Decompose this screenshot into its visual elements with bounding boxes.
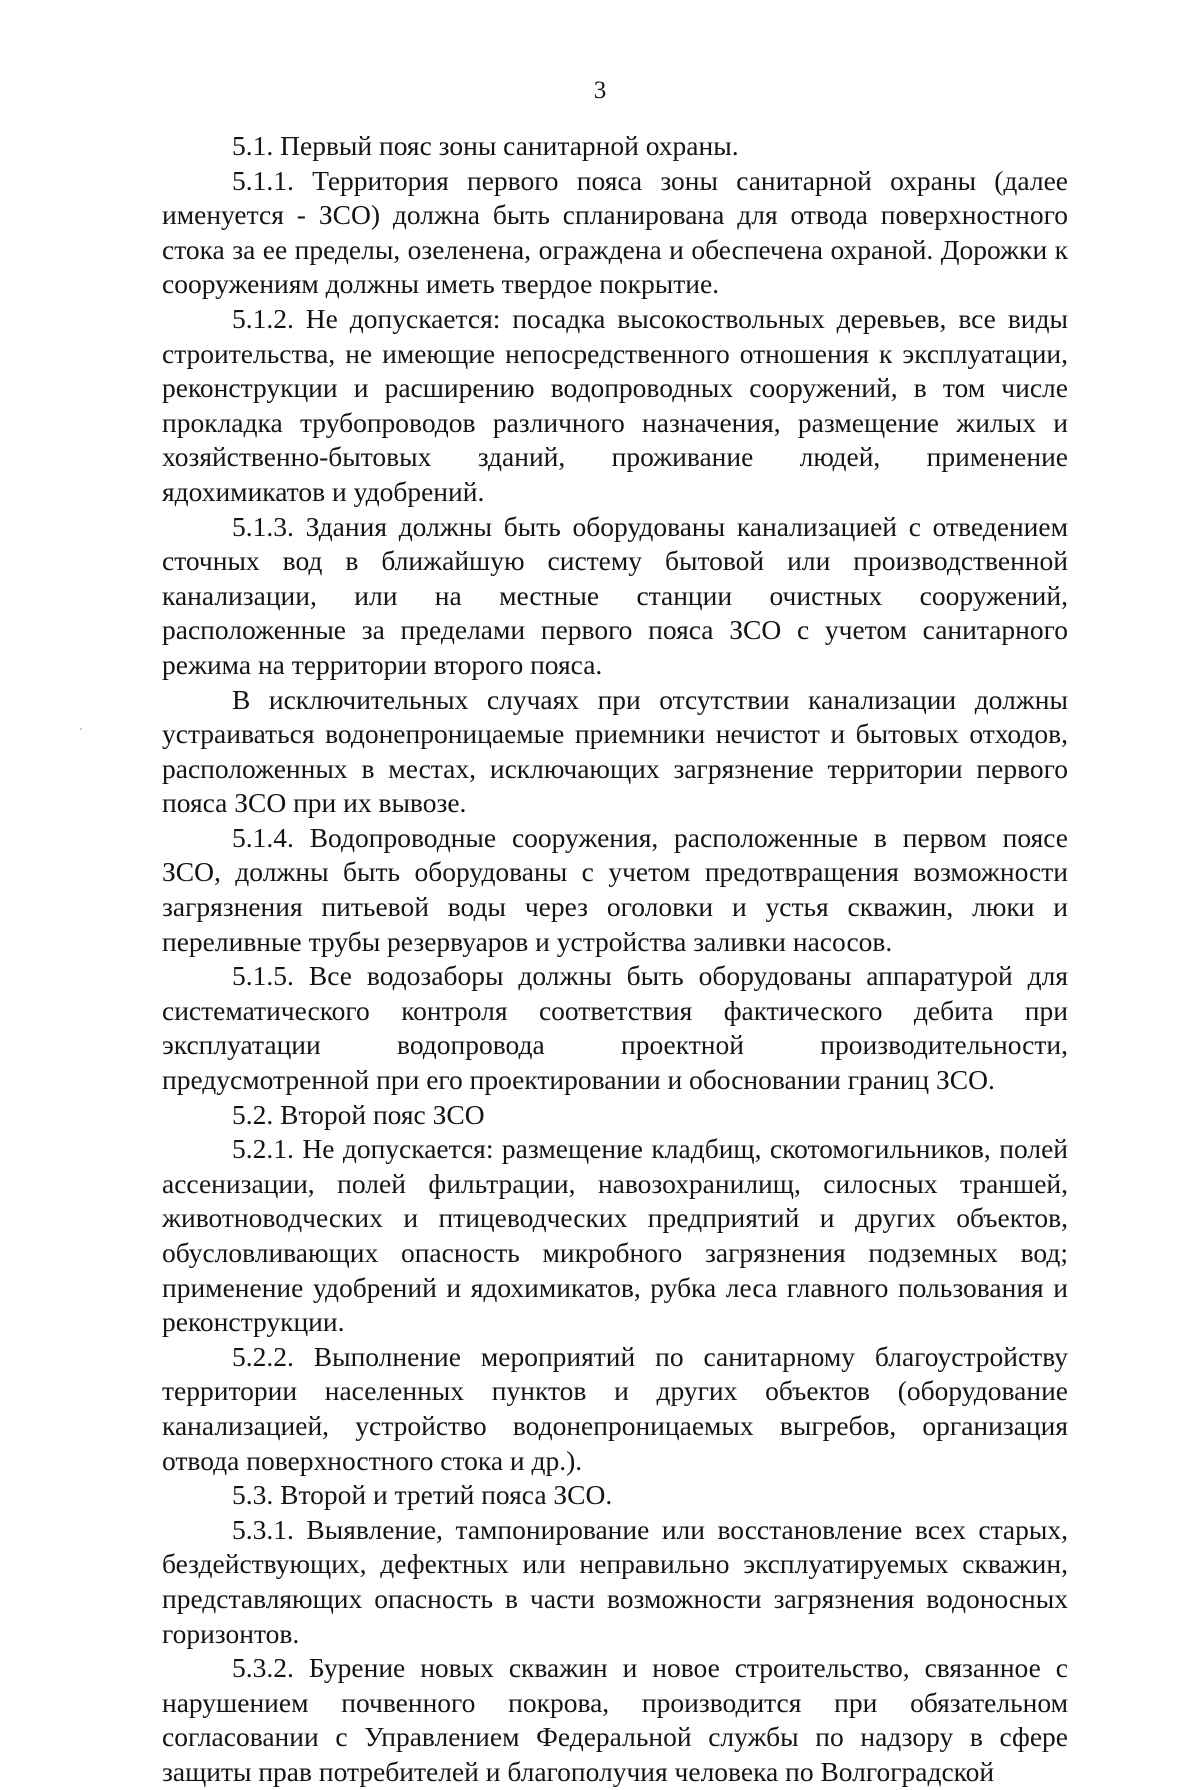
paragraph-exceptional-cases: В исключительных случаях при отсутствии канализации должны устраиваться водонепроницаемые приемники нечистот и бытовых отходов, расположенных в местах, исключающих загрязнение территории первого пояса ЗСО при их вывозе. — [162, 683, 1068, 819]
document-body — [162, 129, 1068, 1790]
section-heading-5-2: 5.2. Второй пояс ЗСО — [232, 1098, 485, 1130]
paragraph-5-1-3: 5.1.3. Здания должны быть оборудованы канализацией с отведением сточных вод в ближайшую систему бытовой или производственной канализации, или на местные станции очистных сооружений, расположенные за пределами первого пояса ЗСО с учетом санитарного режима на территории второго пояса. — [162, 510, 1068, 680]
paragraph-5-1-5: 5.1.5. Все водозаборы должны быть оборудованы аппаратурой для систематического контроля соответствия фактического дебита при эксплуатации водопровода проектной производительности, предусмотренной при его проектировании и обосновании границ ЗСО. — [162, 960, 1068, 1096]
section-heading-5-3: 5.3. Второй и третий пояса ЗСО. — [232, 1479, 613, 1511]
section-heading-5-1: 5.1. Первый пояс зоны санитарной охраны. — [232, 130, 739, 161]
paragraph-5-2-2: 5.2.2. Выполнение мероприятий по санитарному благоустройству территории населенных пунктов и других объектов (оборудование канализацией, устройство водонепроницаемых выгребов, организация отвода поверхностного стока и др.). — [162, 1340, 1068, 1476]
page-number: 3 — [593, 77, 607, 104]
paragraph-5-2-1: 5.2.1. Не допускается: размещение кладбищ, скотомогильников, полей ассенизации, полей фильтрации, навозохранилищ, силосных траншей, животноводческих и птицеводческих предприятий и других объектов, обусловливающих опасность микробного загрязнения подземных вод; применение удобрений и ядохимикатов, рубка леса главного пользования и реконструкции. — [162, 1133, 1068, 1338]
paragraph-5-1-2: 5.1.2. Не допускается: посадка высокоствольных деревьев, все виды строительства, не имеющие непосредственного отношения к эксплуатации, реконструкции и расширению водопроводных сооружений, в том числе прокладка трубопроводов различного назначения, размещение жилых и хозяйственно-бытовых зданий, проживание людей, применение ядохимикатов и удобрений. — [162, 302, 1068, 507]
paragraph-5-3-2: 5.3.2. Бурение новых скважин и новое строительство, связанное с нарушением почвенного покрова, производится при обязательном согласовании с Управлением Федеральной службы по надзору в сфере защиты прав потребителей и благополучия человека по Волгоградской — [162, 1652, 1068, 1787]
paragraph-5-1-4: 5.1.4. Водопроводные сооружения, расположенные в первом поясе ЗСО, должны быть оборудованы с учетом предотвращения возможности загрязнения питьевой воды через оголовки и устья скважин, люки и переливные трубы резервуаров и устройства заливки насосов. — [162, 821, 1068, 957]
scan-speck — [80, 728, 82, 730]
paragraph-5-3-1: 5.3.1. Выявление, тампонирование или восстановление всех старых, бездействующих, дефектных или неправильно эксплуатируемых скважин, представляющих опасность в части возможности загрязнения водоносных горизонтов. — [162, 1513, 1068, 1649]
paragraph-5-1-1: 5.1.1. Территория первого пояса зоны санитарной охраны (далее именуется - ЗСО) должна быть спланирована для отвода поверхностного стока за ее пределы, озеленена, ограждена и обеспечена охраной. Дорожки к сооружениям должны иметь твердое покрытие. — [162, 164, 1068, 300]
